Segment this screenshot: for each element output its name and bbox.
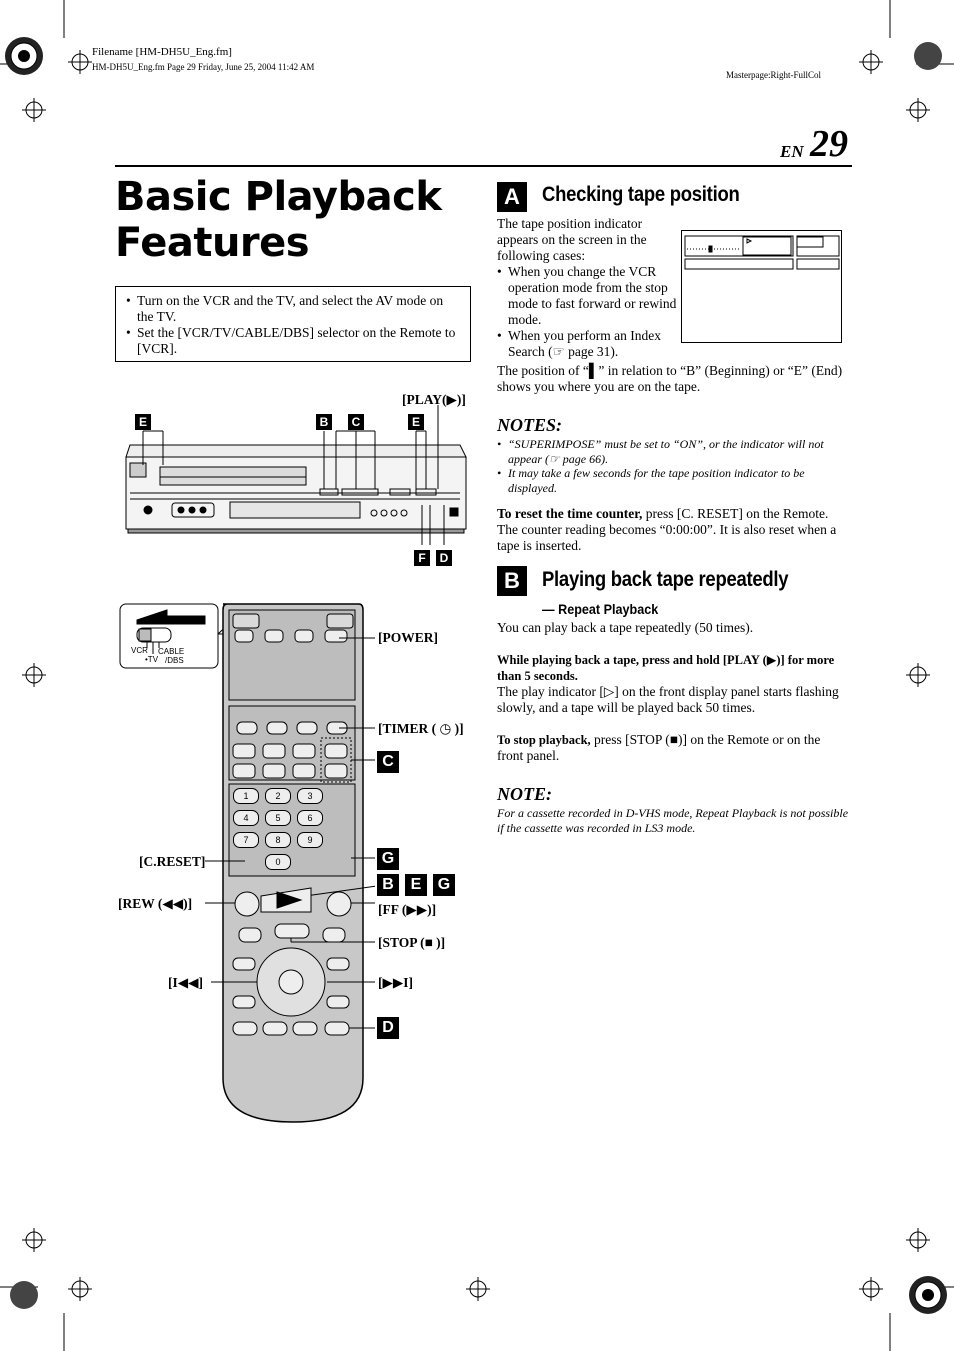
page-title-line1: Basic Playback <box>115 174 442 220</box>
key-4: 4 <box>233 810 259 826</box>
switch-tv: •TV <box>145 655 159 664</box>
remote-box-c: C <box>377 751 399 773</box>
vcr-illustration <box>120 405 470 550</box>
vcr-box-f: F <box>414 550 430 566</box>
remote-box-d: D <box>377 1017 399 1039</box>
section-b-stop <box>497 732 849 764</box>
switch-vcr: VCR <box>131 646 148 655</box>
remote-box-g: G <box>377 848 399 870</box>
section-b-heading: Playing back tape repeatedly <box>542 568 789 591</box>
prep-item: • Turn on the VCR and the TV, and select the AV mode on the TV. <box>126 293 460 325</box>
page-title-line2: Features <box>115 220 310 266</box>
remote-label-ff: [FF (▶▶)] <box>378 902 437 917</box>
key-5: 5 <box>265 810 291 826</box>
vcr-box-b: B <box>316 414 332 430</box>
section-b-hold-bold <box>497 652 849 684</box>
remote-box-b: B <box>377 874 399 896</box>
key-6: 6 <box>297 810 323 826</box>
key-9: 9 <box>297 832 323 848</box>
switch-cable: CABLE <box>158 647 185 656</box>
section-b-stop-bold: To stop playback, <box>497 733 591 747</box>
section-a-reset <box>497 506 845 554</box>
key-7: 7 <box>233 832 259 848</box>
remote-label-power: [POWER] <box>378 630 438 645</box>
section-a-intro: The tape position indicator appears on the screen in the following cases: <box>497 216 647 263</box>
key-8: 8 <box>265 832 291 848</box>
header-lang: EN <box>780 142 804 161</box>
page-number: 29 <box>810 123 848 165</box>
section-b-subheading: — Repeat Playback <box>542 601 659 617</box>
section-a-bullet: • When you change the VCR operation mode from the stop mode to fast forward or rewind mode. <box>497 264 679 328</box>
remote-label-next: [▶▶I] <box>378 975 414 990</box>
section-a-position-text: The position of “▌” in relation to “B” (Beginning) or “E” (End) shows you where you are on the tape. <box>497 363 843 394</box>
remote-label-prev: [I◀◀] <box>168 975 204 990</box>
switch-dbs: /DBS <box>165 656 184 665</box>
section-a-body <box>497 216 679 360</box>
section-b-hold-text: The play indicator [▷] on the front display panel starts flashing slowly, and a tape will be played back 50 times. <box>497 684 839 715</box>
section-a-note: • It may take a few seconds for the tape position indicator to be displayed. <box>497 466 849 495</box>
remote-box-g2: G <box>433 874 455 896</box>
remote-label-timer: [TIMER ( ◷ )] <box>378 721 464 736</box>
prep-item: • Set the [VCR/TV/CABLE/DBS] selector on the Remote to [VCR]. <box>126 325 460 357</box>
section-b-intro: You can play back a tape repeatedly (50 times). <box>497 620 754 635</box>
section-b-marker: B <box>497 566 527 596</box>
header-masterpage: Masterpage:Right-FullCol <box>726 70 821 80</box>
section-a-note: • “SUPERIMPOSE” must be set to “ON”, or the indicator will not appear (☞ page 66). <box>497 437 849 466</box>
vcr-label-play: [PLAY(▶)] <box>402 392 466 407</box>
section-b-stop-text: press [STOP (■)] on the Remote or on the front panel. <box>497 732 821 763</box>
header-filename: Filename [HM-DH5U_Eng.fm] <box>92 46 232 58</box>
prep-box <box>115 286 471 362</box>
vcr-box-c: C <box>348 414 364 430</box>
section-a-bullet: • When you perform an Index Search (☞ page 31). <box>497 328 688 360</box>
vcr-box-e: E <box>135 414 151 430</box>
section-b-note-text: For a cassette recorded in D-VHS mode, Repeat Playback is not possible if the cassette was recorded in LS3 mode. <box>497 806 849 835</box>
remote-label-rew: [REW (◀◀)] <box>118 896 193 911</box>
section-b-note-heading: NOTE: <box>497 784 552 804</box>
vcr-box-d: D <box>436 550 452 566</box>
key-3: 3 <box>297 788 323 804</box>
key-2: 2 <box>265 788 291 804</box>
remote-label-creset: [C.RESET] <box>139 854 206 869</box>
key-1: 1 <box>233 788 259 804</box>
remote-label-stop: [STOP (■ )] <box>378 935 446 950</box>
section-a-marker: A <box>497 182 527 212</box>
tape-position-screen <box>681 230 843 344</box>
section-b-hold <box>497 652 849 716</box>
section-a-notes <box>497 437 849 495</box>
header-fileinfo: HM-DH5U_Eng.fm Page 29 Friday, June 25, 2004 11:42 AM <box>92 62 315 72</box>
vcr-box-e2: E <box>408 414 424 430</box>
key-0: 0 <box>265 854 291 870</box>
number-pad <box>233 788 329 870</box>
section-a-heading: Checking tape position <box>542 183 740 206</box>
section-a-reset-text: press [C. RESET] on the Remote. The counter reading becomes “0:00:00”. It is also reset when a tape is inserted. <box>497 506 837 553</box>
section-b-hold-bold-text: While playing back a tape, press and hold [PLAY (▶)] for more than 5 seconds. <box>497 653 835 683</box>
section-a-notes-heading: NOTES: <box>497 415 563 435</box>
section-a-reset-bold: To reset the time counter, <box>497 506 643 521</box>
remote-box-e: E <box>405 874 427 896</box>
